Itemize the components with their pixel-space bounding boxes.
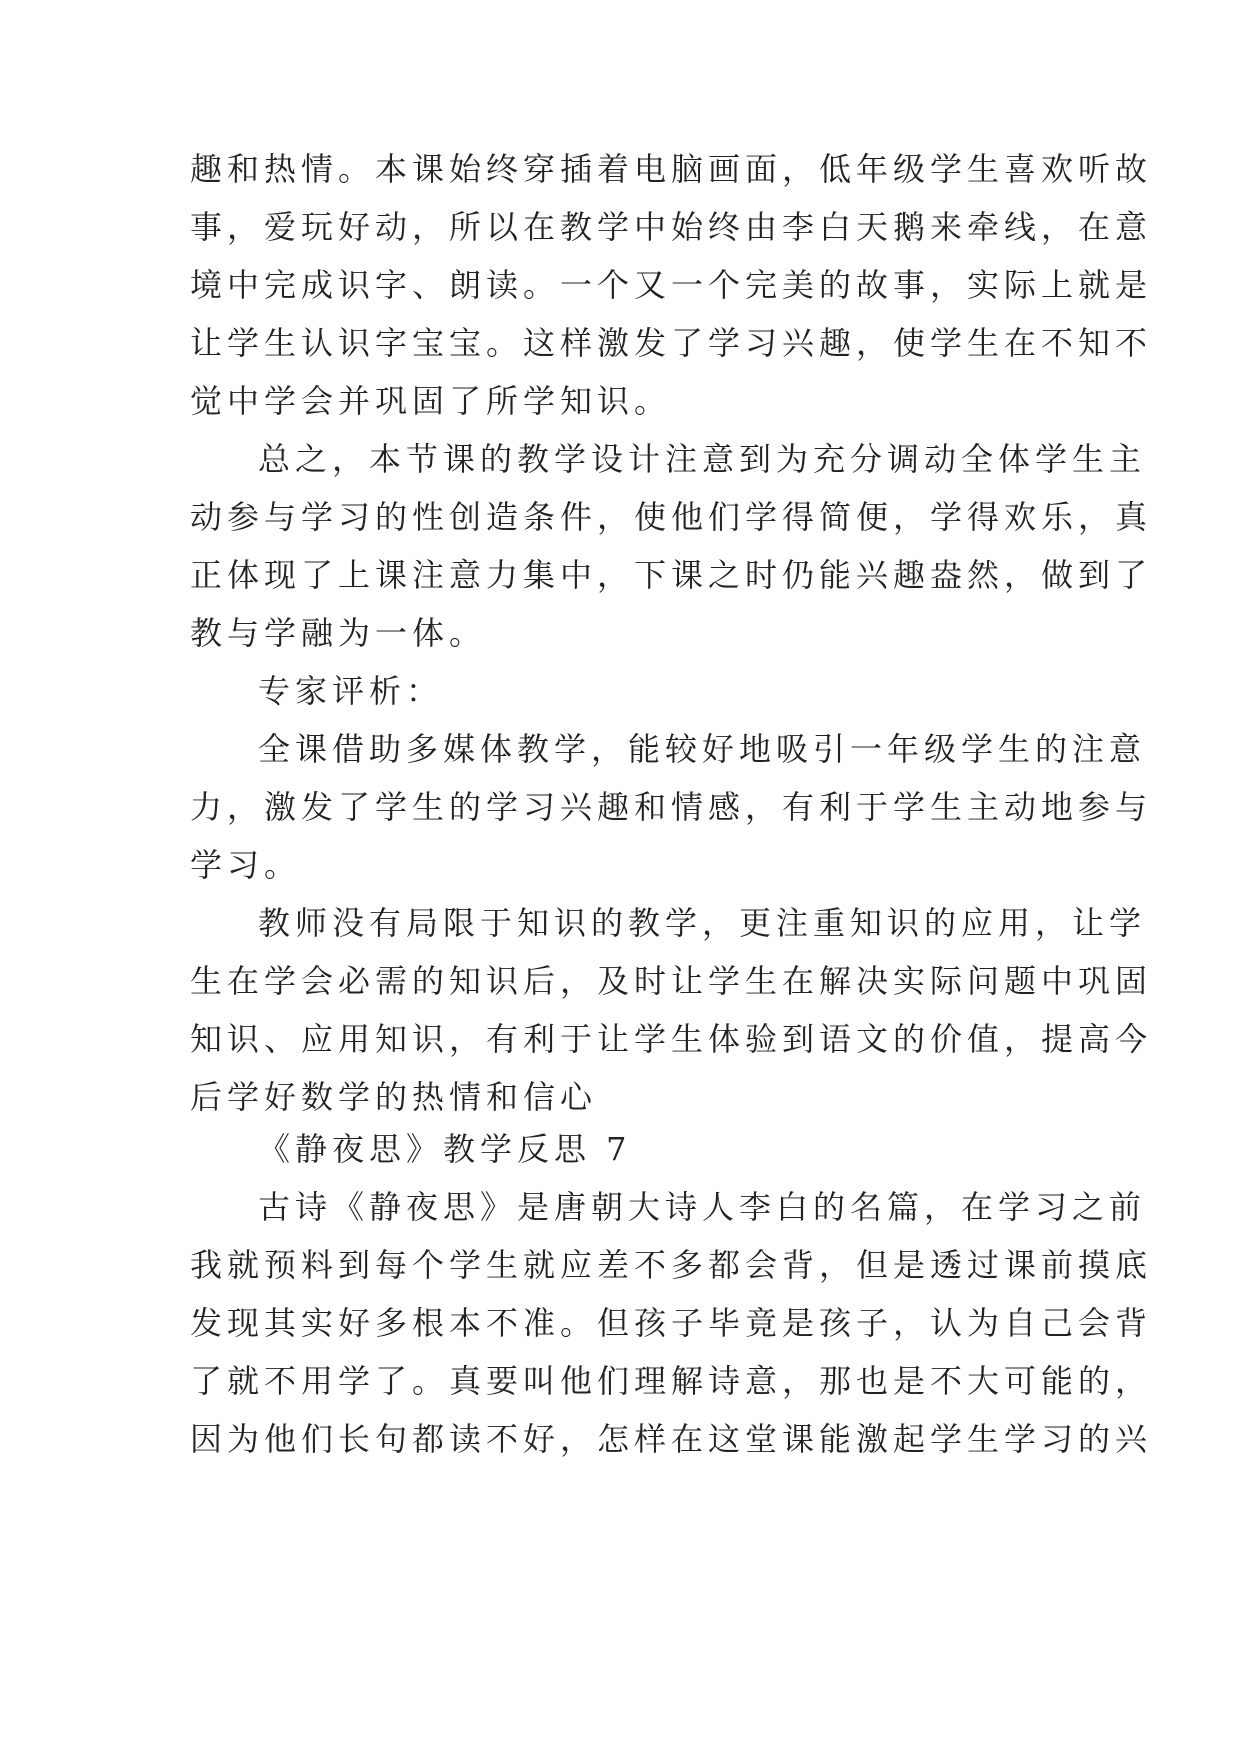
text-line: 了就不用学了。真要叫他们理解诗意，那也是不大可能的， [190, 1362, 1153, 1400]
text-line: 总之，本节课的教学设计注意到为充分调动全体学生主 [258, 440, 1147, 478]
text-line: 正体现了上课注意力集中，下课之时仍能兴趣盎然，做到了 [190, 556, 1153, 594]
text-line: 觉中学会并巩固了所学知识。 [190, 382, 672, 420]
text-line: 动参与学习的性创造条件，使他们学得简便，学得欢乐，真 [190, 498, 1153, 536]
text-line: 生在学会必需的知识后，及时让学生在解决实际问题中巩固 [190, 962, 1153, 1000]
text-line: 力，激发了学生的学习兴趣和情感，有利于学生主动地参与 [190, 788, 1153, 826]
text-line: 因为他们长句都读不好，怎样在这堂课能激起学生学习的兴 [190, 1420, 1153, 1458]
section-title: 《静夜思》教学反思 7 [258, 1130, 632, 1168]
text-line: 专家评析： [258, 672, 444, 710]
text-line: 境中完成识字、朗读。一个又一个完美的故事，实际上就是 [190, 266, 1153, 304]
text-line: 发现其实好多根本不准。但孩子毕竟是孩子，认为自己会背 [190, 1304, 1153, 1342]
text-line: 古诗《静夜思》是唐朝大诗人李白的名篇，在学习之前 [258, 1188, 1147, 1226]
text-block-2 [190, 1120, 1153, 1468]
text-line: 趣和热情。本课始终穿插着电脑画面，低年级学生喜欢听故 [190, 150, 1153, 188]
text-line: 知识、应用知识，有利于让学生体验到语文的价值，提高今 [190, 1020, 1153, 1058]
text-line: 全课借助多媒体教学，能较好地吸引一年级学生的注意 [258, 730, 1147, 768]
text-line: 事，爱玩好动，所以在教学中始终由李白天鹅来牵线，在意 [190, 208, 1153, 246]
text-line: 我就预料到每个学生就应差不多都会背，但是透过课前摸底 [190, 1246, 1153, 1284]
text-block-1 [190, 140, 1153, 1126]
text-line: 教与学融为一体。 [190, 614, 487, 652]
text-line: 教师没有局限于知识的教学，更注重知识的应用，让学 [258, 904, 1147, 942]
text-line: 让学生认识字宝宝。这样激发了学习兴趣，使学生在不知不 [190, 324, 1153, 362]
text-line: 学习。 [190, 846, 302, 884]
text-line: 后学好数学的热情和信心 [190, 1078, 598, 1116]
